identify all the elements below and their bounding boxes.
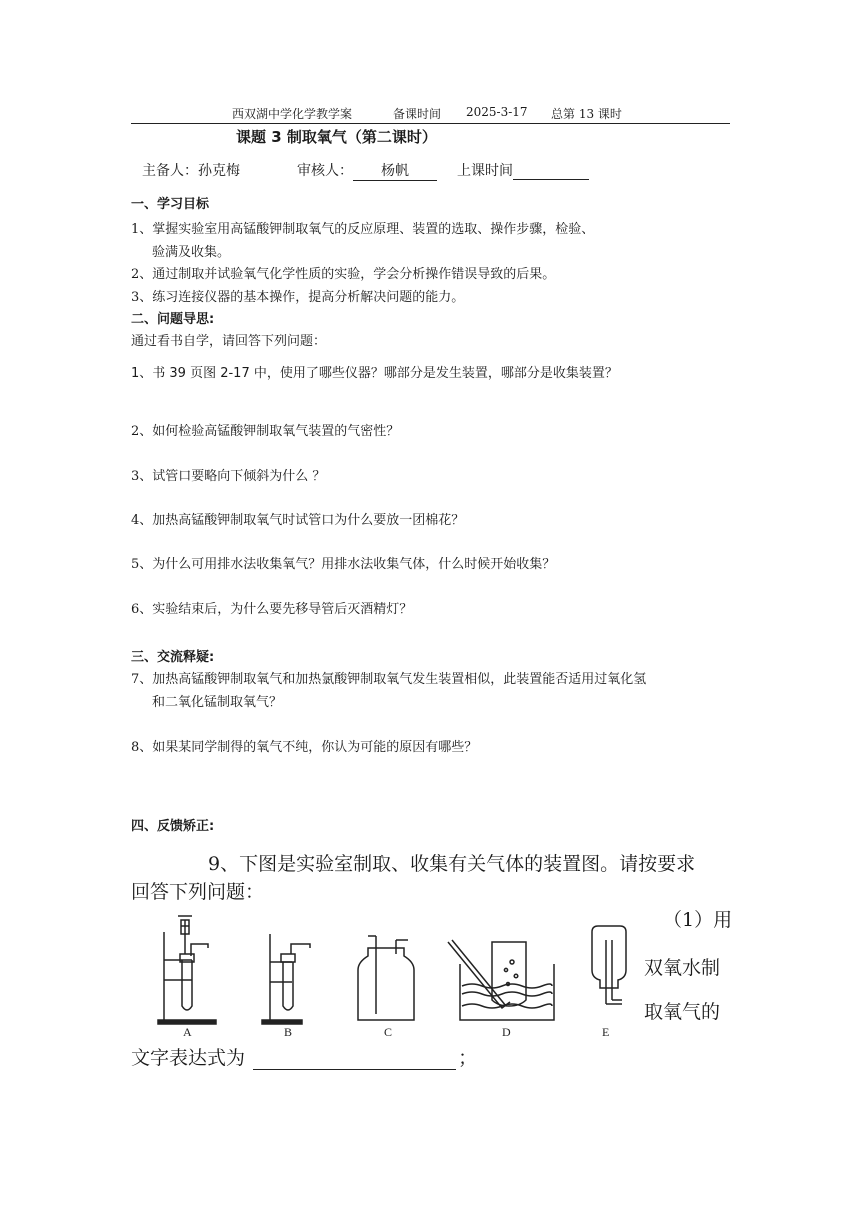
apparatus-d [448, 940, 554, 1020]
header-total-lessons: 总第 13 课时 [551, 107, 622, 121]
class-time-blank [513, 163, 589, 180]
label-c: C [384, 1025, 393, 1039]
answer-prefix: 文字表达式为 [131, 1047, 246, 1069]
question-5: 5、为什么可用排水法收集氧气？用排水法收集气体，什么时候开始收集？ [131, 557, 556, 572]
apparatus-e [592, 926, 626, 1004]
question-7: 7、加热高锰酸钾制取氧气和加热氯酸钾制取氧气发生装置相似，此装置能否适用过氧化氢 [131, 672, 647, 687]
label-d: D [502, 1025, 511, 1039]
question-8: 8、如果某同学制得的氧气不纯，你认为可能的原因有哪些？ [131, 740, 478, 755]
objective-3: 3、练习连接仪器的基本操作，提高分析解决问题的能力。 [131, 290, 465, 305]
section-heading-discussion: 三、交流释疑: [131, 650, 215, 665]
reviewer-name: 杨帆 [353, 160, 437, 181]
label-b: B [284, 1025, 293, 1039]
preparer: 主备人：孙克梅 [142, 163, 240, 179]
header-school: 西双湖中学化学教学案 [232, 107, 353, 121]
question-6: 6、实验结束后，为什么要先移导管后灭酒精灯？ [131, 602, 413, 617]
section-heading-feedback: 四、反馈矫正: [131, 819, 215, 834]
question-9: 9、下图是实验室制取、收集有关气体的装置图。请按要求 [208, 853, 696, 875]
class-time-row [457, 160, 589, 180]
label-a: A [183, 1025, 192, 1039]
header-prep-label: 备课时间 [393, 107, 442, 121]
objective-1: 1、掌握实验室用高锰酸钾制取氧气的反应原理、装置的选取、操作步骤，检验、 [131, 222, 595, 237]
subquestion-1-cont-b: 取氧气的 [644, 1001, 721, 1023]
objective-2: 2、通过制取并试验氧气化学性质的实验，学会分析操作错误导致的后果。 [131, 267, 556, 282]
subquestion-1-cont-a: 双氧水制 [644, 957, 721, 979]
reviewer-label: 审核人： [297, 163, 353, 179]
reviewer-row [297, 160, 437, 181]
section-heading-questions: 二、问题导思: [131, 312, 215, 327]
question-3: 3、试管口要略向下倾斜为什么 ？ [131, 469, 326, 484]
questions-intro: 通过看书自学，请回答下列问题： [131, 334, 327, 349]
answer-row [131, 1043, 477, 1070]
question-4: 4、加热高锰酸钾制取氧气时试管口为什么要放一团棉花？ [131, 513, 465, 528]
question-7-cont: 和二氧化锰制取氧气？ [152, 695, 283, 710]
section-heading-objectives: 一、学习目标 [131, 197, 210, 212]
header-divider [131, 123, 730, 124]
label-e: E [602, 1025, 610, 1039]
answer-suffix: ； [458, 1047, 478, 1069]
header-prep-date: 2025-3-17 [466, 105, 528, 119]
subquestion-1: （1）用 [663, 909, 733, 931]
objective-1-cont: 验满及收集。 [152, 245, 231, 260]
apparatus-figure [150, 910, 640, 1042]
apparatus-b [262, 934, 310, 1024]
apparatus-c [358, 936, 414, 1020]
question-1: 1、书 39 页图 2-17 中，使用了哪些仪器？哪部分是发生装置，哪部分是收集装置？ [131, 366, 618, 381]
class-time-label: 上课时间 [457, 163, 513, 179]
question-9-cont: 回答下列问题： [131, 881, 265, 903]
page-title: 课题 3 制取氧气（第二课时） [236, 128, 437, 146]
question-2: 2、如何检验高锰酸钾制取氧气装置的气密性？ [131, 424, 400, 439]
answer-blank [253, 1051, 456, 1070]
apparatus-a [158, 916, 216, 1024]
